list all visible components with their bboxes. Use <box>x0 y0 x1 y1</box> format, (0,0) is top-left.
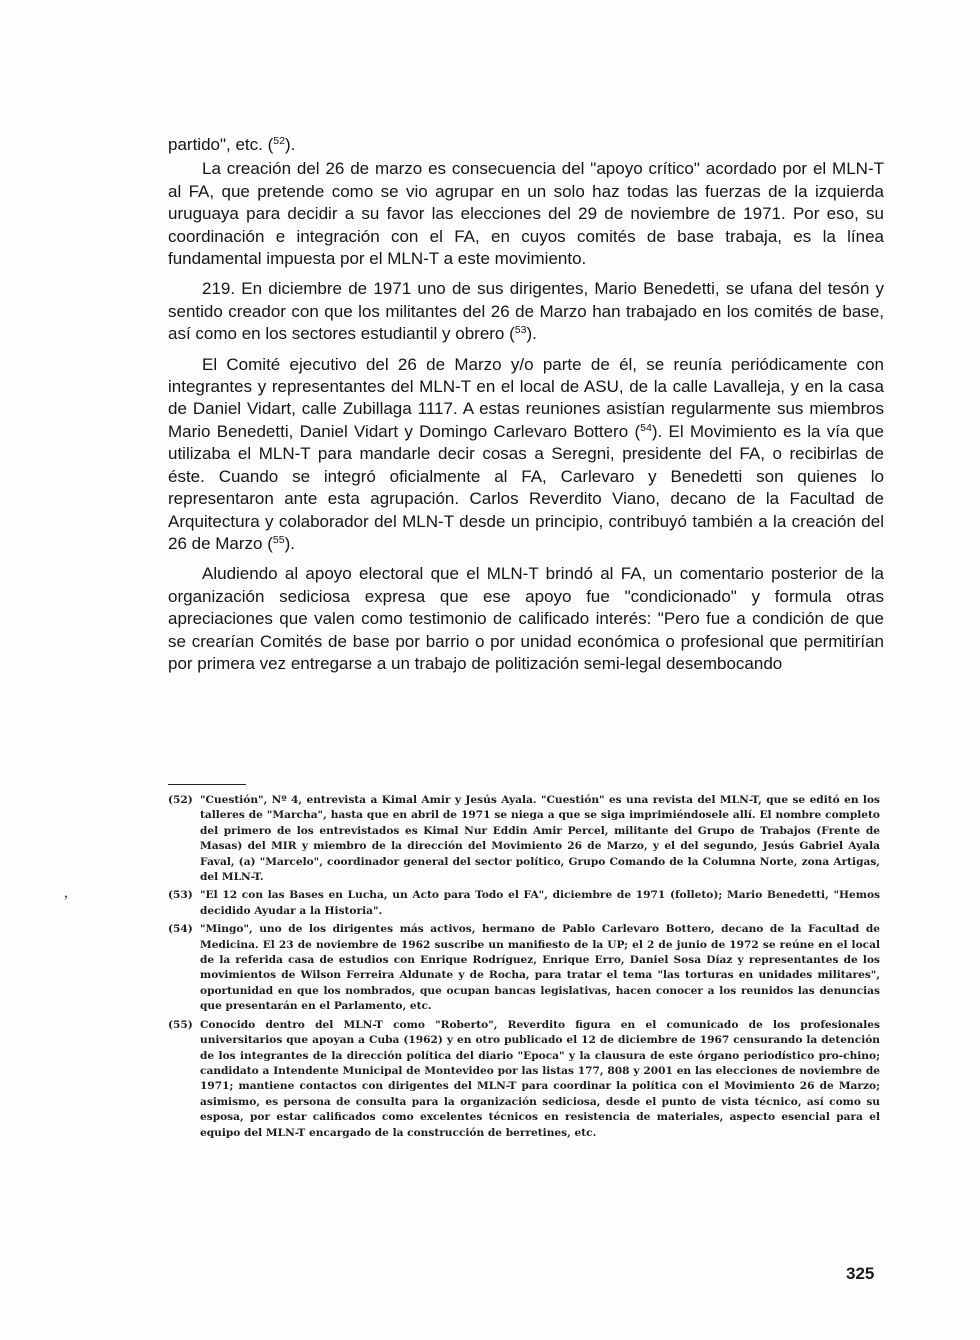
footnote-number: (53) <box>168 889 193 902</box>
paragraph-end: . <box>532 324 537 344</box>
footnote <box>168 922 880 1014</box>
paragraph: El Comité ejecutivo del 26 de Marzo y/o parte de él, se reunía periódicamente con integrantes y representantes del MLN-T en el local de ASU, de la calle Lavalleja, y en la casa de Daniel Vidart, calle Zubillaga 1117. A estas reuniones asistían regularmente sus miembros Mario Benedetti, Daniel Vidart y Domingo Carlevaro Bottero ($^{54}$). El Movimiento es la vía que utilizaba el MLN-T para mandarle decir cosas a Seregni, presidente del FA, o recibirlas de éste. Cuando se integró oficialmente al FA, Carlevaro y Benedetti son quienes lo representaron ante esta agrupación. Carlos Reverdito Viano, decano de la Facultad de Arquitectura y colaborador del MLN-T desde un principio, contribuyó también a la creación del 26 de Marzo ($^{55}$). <box>168 354 885 553</box>
footnote <box>168 1018 880 1141</box>
footnote-text: "Cuestión", Nº 4, entrevista a Kimal Amir y Jesús Ayala. "Cuestión" es una revista del MLN-T, que se editó en los talleres de "Marcha", hasta que en abril de 1971 se niega a que se siga imprimiéndosele allí. El nombre completo del primero de los entrevistados es Kimal Nur Eddin Amir Percel, militante del Grupo de Trabajos (Frente de Masas) del MIR y miembro de la dirección del Movimiento 26 de Marzo, y el del segundo, Jesús Gabriel Ayala Faval, (a) "Marcelo", coordinador general del sector político, Grupo Comando de la Columna Norte, zona Artigas, del MLN-T. <box>200 794 880 884</box>
footnotes <box>168 793 880 1144</box>
paragraph: La creación del 26 de marzo es consecuencia del "apoyo crítico" acordado por el MLN-T al FA, que pretende como se vio agrupar en un solo haz todas las fuerzas de la izquierda uruguaya para decidir a su favor las elecciones del 29 de noviembre de 1971. Por eso, su coordinación e integración con el FA, en cuyos comités de base trabaja, es la línea fundamental impuesta por el MLN-T a este movimiento. <box>168 159 884 269</box>
footnote-number: (55) <box>168 1018 193 1031</box>
footnote-ref: 52 <box>273 135 285 148</box>
paragraph-continuation: partido", etc. ($^{52}$). <box>168 135 296 154</box>
paragraph-text: 219. En diciembre de 1971 uno de sus dirigentes, Mario Benedetti, se ufana del tesón y sentido creador con que los militantes del 26 de Marzo han trabajado en los comités de base, así como en los sectores estudiantil y obrero <box>168 279 884 344</box>
footnote-text: Conocido dentro del MLN-T como "Roberto", Reverdito figura en el comunicado de los profesionales universitarios que apoyan a Cuba (1962) y en otro publicado el 12 de diciembre de 1967 censurando la detención de los integrantes de la dirección política del diario "Epoca" y la clausura de este órgano periodístico pro-chino; candidato a Intendente Municipal de Montevideo por las listas 177, 808 y 2001 en las elecciones de noviembre de 1971; mantiene contactos con dirigentes del MLN-T para coordinar la política con el Movimiento 26 de Marzo; asimismo, es persona de consulta para la organización sediciosa, desde el punto de vista técnico, así como su esposa, por estar calificados como excelentes técnicos en resistencia de materiales, aspecto esencial para el equipo del MLN-T encargado de la construcción de berretines, etc. <box>200 1018 880 1139</box>
footnote <box>168 793 880 885</box>
footnote <box>168 888 880 919</box>
paragraph-text: El Comité ejecutivo del 26 de Marzo y/o parte de él, se reunía periódicamente con integrantes y representantes del MLN-T en el local de ASU, de la calle Lavalleja, y en la casa de Daniel Vidart, calle Zubillaga 1117. A estas reuniones asistían regularmente sus miembros Mario Benedetti, Daniel Vidart y Domingo Carlevaro Bottero <box>168 354 884 441</box>
page-number: 325 <box>846 1264 875 1283</box>
footnote-text: "El 12 con las Bases en Lucha, un Acto para Todo el FA", diciembre de 1971 (folleto); Mario Benedetti, "Hemos decidido Ayudar a la Historia". <box>200 889 880 917</box>
paragraph-text: . El Movimiento es la vía que utilizaba el MLN-T para mandarle decir cosas a Seregni, presidente del FA, o recibirlas de éste. Cuando se integró oficialmente al FA, Carlevaro y Benedetti son quienes lo representaron ante esta agrupación. Carlos Reverdito Viano, decano de la Facultad de Arquitectura y colaborador del MLN-T desde un principio, contribuyó también a la creación del 26 de Marzo <box>168 421 885 553</box>
footnote-text: "Mingo", uno de los dirigentes más activos, hermano de Pablo Carlevaro Bottero, decano de la Facultad de Medicina. El 23 de noviembre de 1962 suscribe un manifiesto de la UP; el 2 de junio de 1972 se reúne en el local de la referida casa de estudios con Enrique Rodríguez, Enrique Erro, Daniel Sosa Díaz y representantes de los movimientos de Wilson Ferreira Aldunate y de Rocha, para tratar el tema "las torturas en unidades militares", oportunidad en que los nombrados, que ocupan bancas legislativas, hacen conocer a los reunidos las denuncias que presentarán en el Parlamento, etc. <box>200 923 880 1013</box>
main-text <box>168 134 884 675</box>
footnote-divider <box>168 784 246 785</box>
paragraph-end: . <box>290 135 296 154</box>
paragraph-numbered: 219. En diciembre de 1971 uno de sus dirigentes, Mario Benedetti, se ufana del tesón y sentido creador con que los militantes del 26 de Marzo han trabajado en los comités de base, así como en los sectores estudiantil y obrero ($^{53}$). <box>168 279 884 344</box>
footnote-ref: 53 <box>514 324 527 337</box>
paragraph-end: . <box>290 533 296 553</box>
footnote-number: (52) <box>168 794 193 806</box>
footnote-ref: 54 <box>640 422 652 435</box>
paragraph-text: partido", etc. <box>168 135 263 154</box>
footnote-ref: 55 <box>272 534 285 547</box>
footnote-number: (54) <box>168 923 193 936</box>
stray-ink-mark: , <box>64 884 68 901</box>
paragraph: Aludiendo al apoyo electoral que el MLN-T brindó al FA, un comentario posterior de la organización sediciosa expresa que ese apoyo fue "condicionado" y formula otras apreciaciones que valen como testimonio de calificado interés: "Pero fue a condición de que se crearían Comités de base por barrio o por unidad económica o profesional que permitirían por primera vez entregarse a un trabajo de politización semi-legal desembocando <box>168 564 884 673</box>
